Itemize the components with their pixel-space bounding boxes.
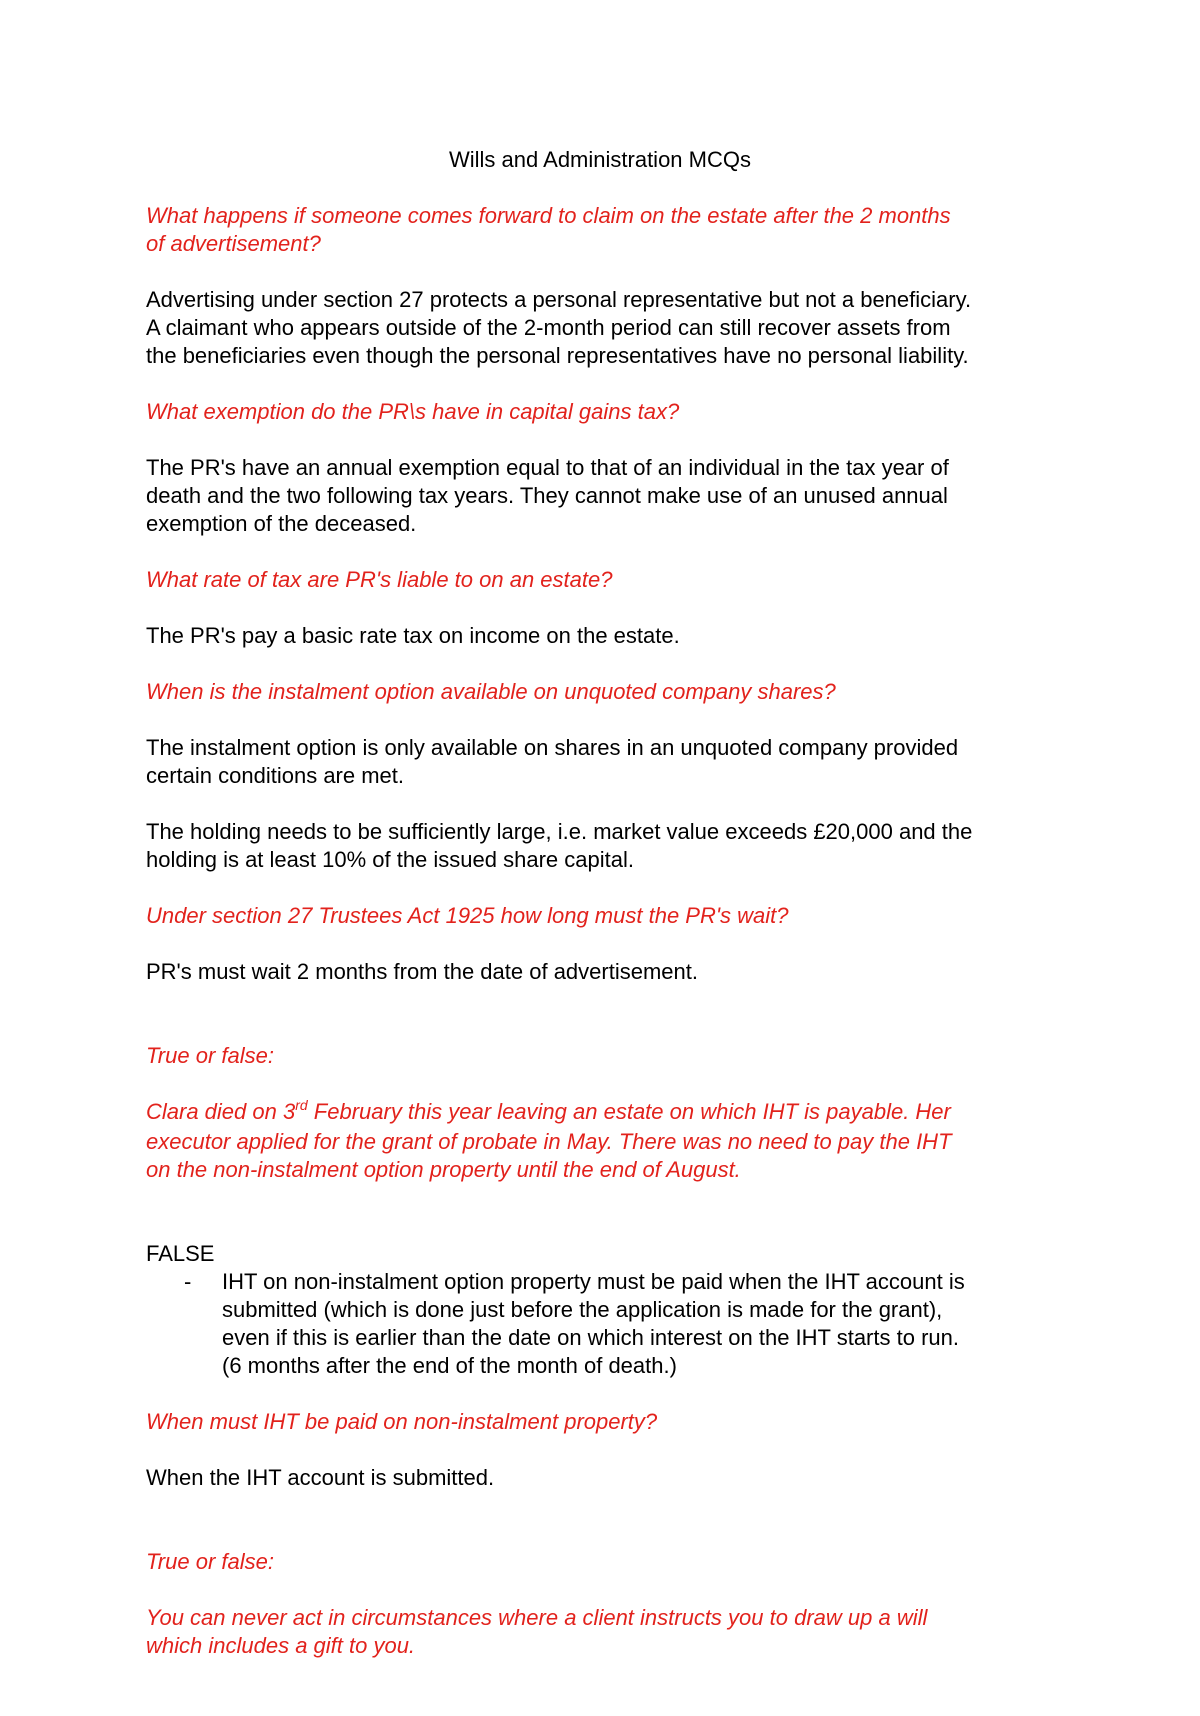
question-5: Under section 27 Trustees Act 1925 how long must the PR's wait? bbox=[146, 903, 789, 928]
bullet-marker: - bbox=[184, 1269, 192, 1294]
answer-2: The PR's have an annual exemption equal to that of an individual in the tax year of death and the two following tax years. They cannot make use of an unused annual exemption of the deceased. bbox=[146, 455, 949, 536]
question-8-text: You can never act in circumstances where a client instructs you to draw up a will which includes a gift to you. bbox=[146, 1605, 928, 1658]
answer-4: The instalment option is only available on shares in an unquoted company provided certain conditions are met. bbox=[146, 735, 959, 788]
question-6-label: True or false: bbox=[146, 1043, 274, 1068]
bullet-text: IHT on non-instalment option property must be paid when the IHT account is submitted (which is done just before the application is made for the grant), even if this is earlier than the date on which interest on the IHT starts to run. (6 months after the end of the month of death.) bbox=[222, 1269, 965, 1378]
answer-6-label: FALSE bbox=[146, 1241, 215, 1266]
question-6-text bbox=[146, 1098, 1066, 1184]
question-3: What rate of tax are PR's liable to on an estate? bbox=[146, 567, 613, 592]
document-title: Wills and Administration MCQs bbox=[449, 147, 751, 172]
answer-5: PR's must wait 2 months from the date of advertisement. bbox=[146, 959, 698, 984]
question-2: What exemption do the PR\s have in capital gains tax? bbox=[146, 399, 680, 424]
question-4: When is the instalment option available on unquoted company shares? bbox=[146, 679, 836, 704]
answer-6-bullet bbox=[146, 1268, 1066, 1380]
question-6-text-end: February this year leaving an estate on which IHT is payable. Her executor applied for the grant of probate in May. There was no need to pay the IHT on the non-instalment option property until the end of August. bbox=[146, 1099, 952, 1182]
question-8-label: True or false: bbox=[146, 1549, 274, 1574]
question-7: When must IHT be paid on non-instalment property? bbox=[146, 1409, 658, 1434]
answer-4-continued: The holding needs to be sufficiently large, i.e. market value exceeds £20,000 and the holding is at least 10% of the issued share capital. bbox=[146, 819, 973, 872]
answer-6 bbox=[146, 1240, 1066, 1380]
question-6-text-start: Clara died on 3 bbox=[146, 1099, 296, 1124]
answer-3: The PR's pay a basic rate tax on income on the estate. bbox=[146, 623, 680, 648]
question-1: What happens if someone comes forward to claim on the estate after the 2 months of advertisement? bbox=[146, 203, 951, 256]
question-8 bbox=[146, 1520, 1066, 1688]
question-6 bbox=[146, 1014, 1066, 1212]
ordinal-superscript: rd bbox=[295, 1097, 308, 1113]
answer-1: Advertising under section 27 protects a personal representative but not a beneficiary. A claimant who appears outside of the 2-month period can still recover assets from the beneficiaries even though the personal representatives have no personal liability. bbox=[146, 287, 972, 368]
answer-7: When the IHT account is submitted. bbox=[146, 1465, 495, 1490]
document-body bbox=[146, 202, 1066, 1716]
